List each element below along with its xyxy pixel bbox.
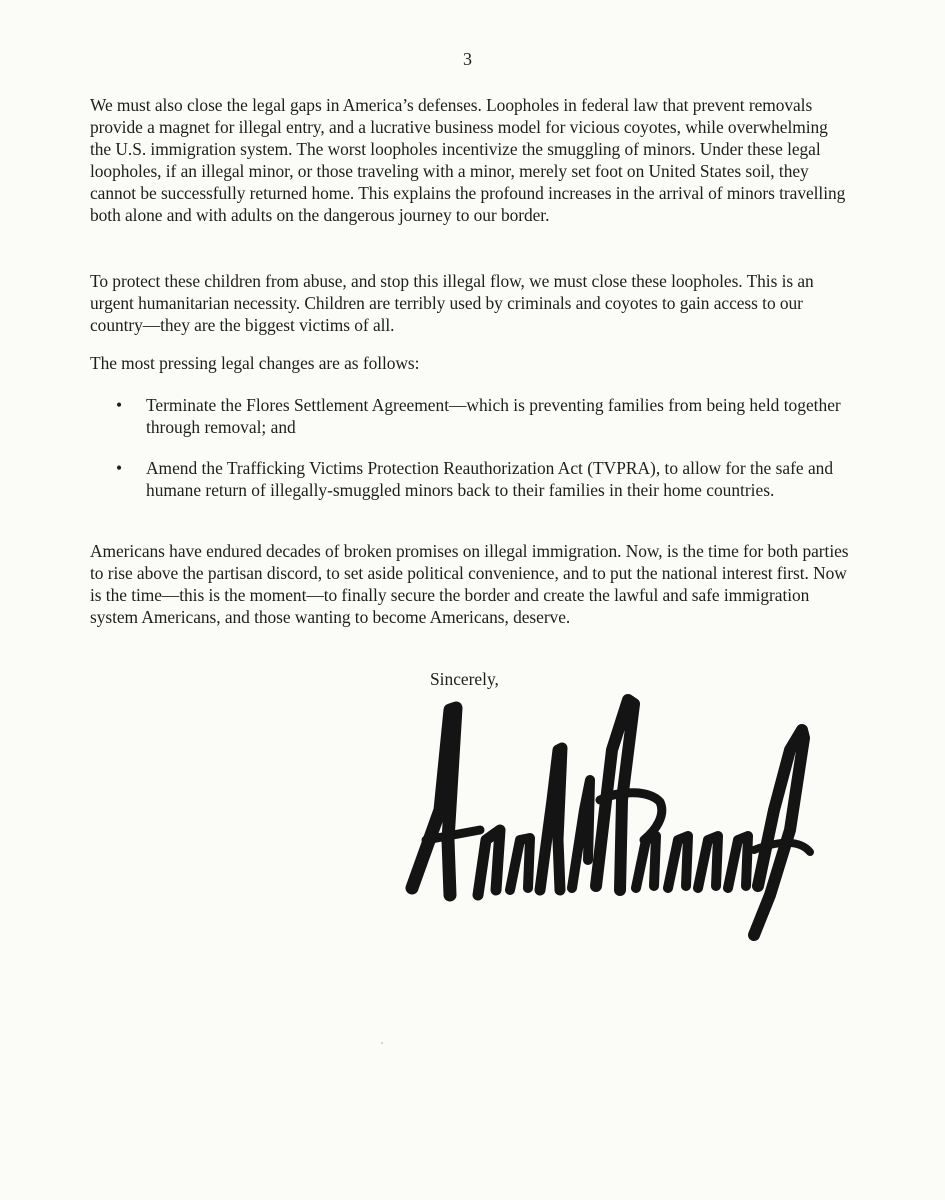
handwritten-signature-icon: [390, 690, 830, 950]
bullet-icon: •: [116, 458, 123, 478]
closing-salutation: Sincerely,: [430, 669, 499, 689]
paragraph-protect-children: To protect these children from abuse, and stop this illegal flow, we must close these loopholes. This is an urgent humanitarian necessity. Children are terribly used by criminals and coyotes to gain access to our country—they are the biggest victims of all.: [90, 271, 814, 335]
bullet-icon: •: [116, 395, 123, 415]
bullet-flores-text: Terminate the Flores Settlement Agreement—which is preventing families from being held together through removal; and: [146, 395, 841, 437]
page-number: 3: [463, 49, 472, 69]
bullet-tvpra-text: Amend the Trafficking Victims Protection Reauthorization Act (TVPRA), to allow for the safe and humane return of illegally-smuggled minors back to their families in their home countries.: [146, 458, 834, 500]
paper-speck: [381, 1042, 383, 1044]
paragraph-legal-changes-intro: The most pressing legal changes are as follows:: [90, 353, 420, 373]
paragraph-legal-gaps: We must also close the legal gaps in America’s defenses. Loopholes in federal law that prevent removals provide a magnet for illegal entry, and a lucrative business model for vicious coyotes, while overwhelming the U.S. immigration system. The worst loopholes incentivize the smuggling of minors. Under these legal loopholes, if an illegal minor, or those traveling with a minor, merely set foot on United States soil, they cannot be successfully returned home. This explains the profound increases in the arrival of minors travelling both alone and with adults on the dangerous journey to our border.: [90, 95, 846, 225]
paragraph-broken-promises: Americans have endured decades of broken promises on illegal immigration. Now, is the time for both parties to rise above the partisan discord, to set aside political convenience, and to put the national interest first. Now is the time—this is the moment—to finally secure the border and create the lawful and safe immigration system Americans, and those wanting to become Americans, deserve.: [90, 541, 849, 627]
